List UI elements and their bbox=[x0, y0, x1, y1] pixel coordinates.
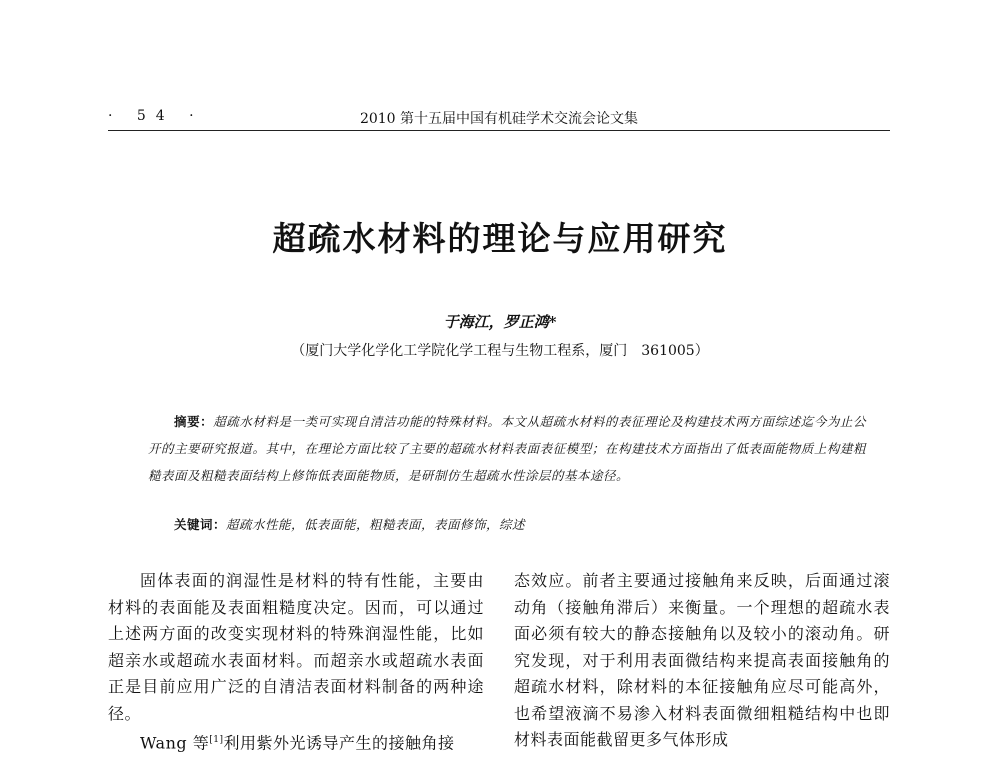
abstract bbox=[148, 408, 866, 489]
keywords bbox=[174, 515, 866, 533]
keywords-label: 关键词： bbox=[174, 517, 227, 532]
abstract-label: 摘要： bbox=[174, 414, 214, 429]
journal-title: 2010 第十五届中国有机硅学术交流会论文集 bbox=[359, 111, 639, 127]
body-column-right bbox=[514, 568, 890, 754]
running-header bbox=[108, 104, 890, 131]
citation-ref[interactable]: [1] bbox=[209, 735, 224, 745]
affiliation: （厦门大学化学化工学院化学工程与生物工程系，厦门 361005） bbox=[291, 343, 709, 359]
page-number: · 54 · bbox=[108, 108, 204, 124]
body-paragraph: 态效应。前者主要通过接触角来反映，后面通过滚动角（接触角滞后）来衡量。一个理想的超疏水表面必须有较大的静态接触角以及较小的滚动角。研究发现，对于利用表面微结构来提高表面接触角的超疏水材料，除材料的本征接触角应尽可能高外，也希望液滴不易渗入材料表面微细粗糙结构中也即材料表面能截留更多气体形成 bbox=[514, 571, 890, 749]
body-column-left bbox=[108, 568, 484, 757]
abstract-text: 超疏水材料是一类可实现自清洁功能的特殊材料。本文从超疏水材料的表征理论及构建技术两方面综述迄今为止公开的主要研究报道。其中，在理论方面比较了主要的超疏水材料表面表征模型；在构建技术方面指出了低表面能物质上构建粗糙表面及粗糙表面结构上修饰低表面能物质，是研制仿生超疏水性涂层的基本途径。 bbox=[148, 414, 866, 483]
keywords-text: 超疏水性能，低表面能，粗糙表面，表面修饰，综述 bbox=[226, 517, 526, 532]
citation-author: Wang 等 bbox=[140, 733, 210, 753]
body-paragraph bbox=[108, 727, 484, 757]
body-paragraph: 固体表面的润湿性是材料的特有性能，主要由材料的表面能及表面粗糙度决定。因而，可以通过上述两方面的改变实现材料的特殊润湿性能，比如超亲水或超疏水表面材料。而超亲水或超疏水表面正是目前应用广泛的自清洁表面材料制备的两种途径。 bbox=[108, 571, 484, 723]
article-title: 超疏水材料的理论与应用研究 bbox=[272, 219, 728, 258]
authors: 于海江，罗正鸿* bbox=[443, 313, 557, 331]
body-text: 利用紫外光诱导产生的接触角接 bbox=[223, 733, 455, 753]
